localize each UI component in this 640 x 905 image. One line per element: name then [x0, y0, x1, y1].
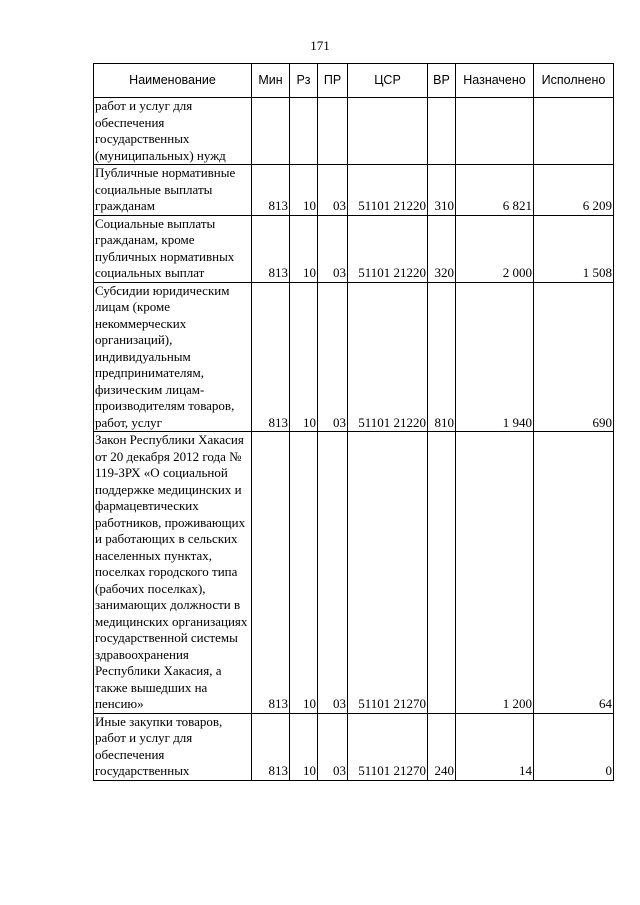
table-row: [94, 432, 614, 714]
table-header-row: [94, 64, 614, 98]
table-row: [94, 713, 614, 780]
row-rz: 10: [290, 282, 318, 432]
header-executed: Исполнено: [534, 64, 614, 98]
row-executed: 690: [534, 282, 614, 432]
header-min: Мин: [252, 64, 290, 98]
row-min: [252, 98, 290, 165]
row-csr: 51101 21220: [348, 215, 428, 282]
row-pr: 03: [318, 165, 348, 216]
header-rz: Рз: [290, 64, 318, 98]
row-pr: 03: [318, 713, 348, 780]
row-executed: 0: [534, 713, 614, 780]
row-pr: [318, 98, 348, 165]
row-name: Публичные нормативные социальные выплаты гражданам: [94, 165, 252, 216]
row-pr: 03: [318, 282, 348, 432]
header-name: Наименование: [94, 64, 252, 98]
row-rz: 10: [290, 432, 318, 714]
row-vr: 810: [428, 282, 456, 432]
row-vr: [428, 98, 456, 165]
row-vr: 310: [428, 165, 456, 216]
row-assigned: 1 200: [456, 432, 534, 714]
row-name: Закон Республики Хакасия от 20 декабря 2012 года № 119-ЗРХ «О социальной поддержке медицинских и фармацевтических работников, проживающих и работающих в сельских населенных пунктах, поселках городского типа (рабочих поселках), занимающих должности в медицинских организациях государственной системы здравоохранения Республики Хакасия, а также вышедших на пенсию»: [94, 432, 252, 714]
row-csr: 51101 21220: [348, 282, 428, 432]
row-csr: 51101 21270: [348, 432, 428, 714]
row-assigned: 1 940: [456, 282, 534, 432]
row-executed: 6 209: [534, 165, 614, 216]
row-vr: [428, 432, 456, 714]
row-executed: [534, 98, 614, 165]
budget-table: [93, 63, 614, 781]
row-name: Иные закупки товаров, работ и услуг для обеспечения государственных: [94, 713, 252, 780]
row-min: 813: [252, 165, 290, 216]
header-assigned: Назначено: [456, 64, 534, 98]
table-row: [94, 215, 614, 282]
row-csr: [348, 98, 428, 165]
row-name: Социальные выплаты гражданам, кроме публичных нормативных социальных выплат: [94, 215, 252, 282]
row-rz: 10: [290, 215, 318, 282]
row-rz: 10: [290, 713, 318, 780]
table-row: [94, 165, 614, 216]
row-assigned: 14: [456, 713, 534, 780]
row-csr: 51101 21220: [348, 165, 428, 216]
row-vr: 240: [428, 713, 456, 780]
row-vr: 320: [428, 215, 456, 282]
row-rz: [290, 98, 318, 165]
row-pr: 03: [318, 215, 348, 282]
row-min: 813: [252, 282, 290, 432]
row-pr: 03: [318, 432, 348, 714]
row-assigned: 6 821: [456, 165, 534, 216]
header-vr: ВР: [428, 64, 456, 98]
row-csr: 51101 21270: [348, 713, 428, 780]
row-executed: 1 508: [534, 215, 614, 282]
table-row: [94, 282, 614, 432]
row-rz: 10: [290, 165, 318, 216]
row-min: 813: [252, 432, 290, 714]
row-name: работ и услуг для обеспечения государственных (муниципальных) нужд: [94, 98, 252, 165]
row-assigned: [456, 98, 534, 165]
table-row: [94, 98, 614, 165]
row-min: 813: [252, 713, 290, 780]
page-number: 171: [310, 38, 330, 53]
row-min: 813: [252, 215, 290, 282]
row-executed: 64: [534, 432, 614, 714]
header-pr: ПР: [318, 64, 348, 98]
row-assigned: 2 000: [456, 215, 534, 282]
row-name: Субсидии юридическим лицам (кроме некоммерческих организаций), индивидуальным предпринимателям, физическим лицам-производителям товаров, работ, услуг: [94, 282, 252, 432]
header-csr: ЦСР: [348, 64, 428, 98]
